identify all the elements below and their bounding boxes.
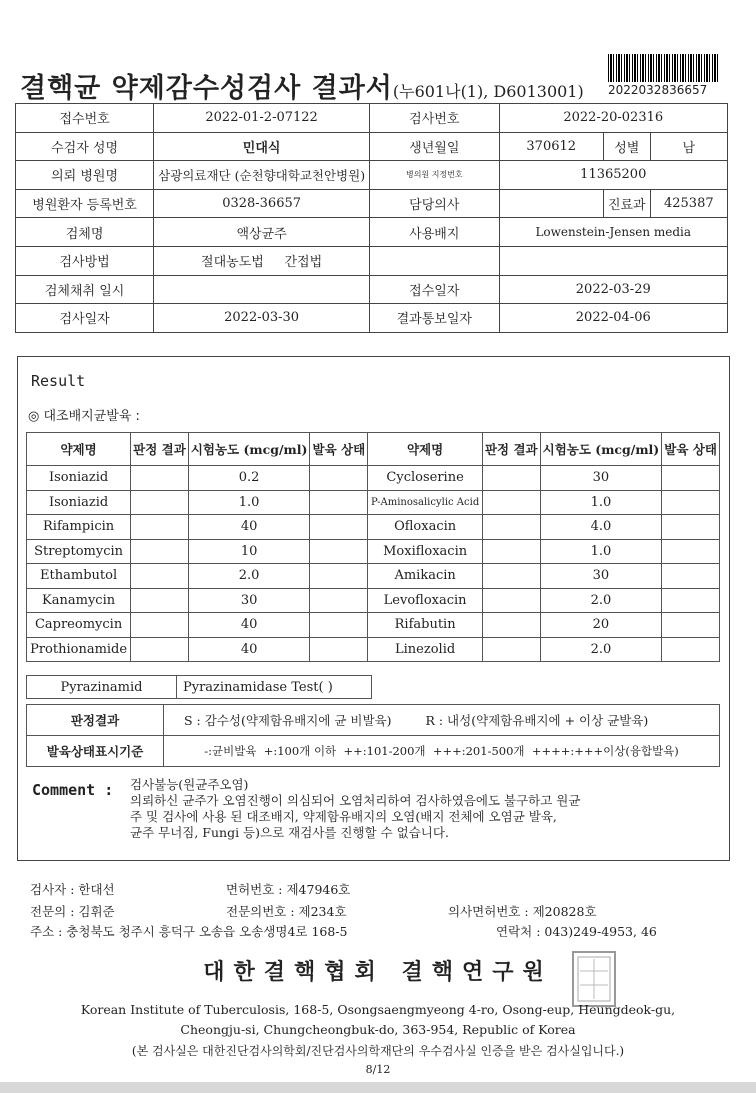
control-medium-growth: ◎ 대조배지균발육 : <box>28 409 140 424</box>
col-judge-right: 판정 결과 <box>482 433 540 466</box>
pza-test: Pyrazinamidase Test( ) <box>177 676 372 699</box>
method-label: 검사방법 <box>16 246 154 275</box>
judge-result <box>131 637 189 662</box>
institute-name: 대한결핵협회 결핵연구원 <box>203 959 553 985</box>
birth: 370612 <box>499 132 603 161</box>
result-title: Result <box>31 372 86 390</box>
test-concentration: 4.0 <box>540 515 662 540</box>
doctor-label: 담당의사 <box>370 189 499 218</box>
drug-name: Isoniazid <box>27 466 131 491</box>
subject-name: 민대식 <box>154 132 370 161</box>
test-concentration: 40 <box>188 515 310 540</box>
growth-status <box>662 466 720 491</box>
drug-name: Rifampicin <box>27 515 131 540</box>
comment-label: Comment : <box>32 781 114 799</box>
drug-row <box>27 637 720 662</box>
drug-row <box>27 515 720 540</box>
receive-date: 2022-03-29 <box>499 275 727 304</box>
contact: 연락처 : 043)249-4953, 46 <box>496 924 657 939</box>
judge-result <box>131 613 189 638</box>
judge-values <box>164 705 720 736</box>
drug-name: Linezolid <box>368 637 483 662</box>
doctor <box>499 189 603 218</box>
drug-susceptibility-table <box>26 432 720 662</box>
method-2: 간접법 <box>284 255 323 271</box>
growth-status <box>310 613 368 638</box>
growth-status <box>310 637 368 662</box>
judge-s: S : 감수성(약제함유배지에 균 비발육) <box>184 713 392 728</box>
patient-reg-label: 병원환자 등록번호 <box>16 189 154 218</box>
method-empty <box>370 246 499 275</box>
test-concentration: 2.0 <box>540 637 662 662</box>
legend-table <box>26 704 720 767</box>
drug-table-header <box>27 433 720 466</box>
judge-result <box>131 539 189 564</box>
drug-row <box>27 490 720 515</box>
comment-line: 검사불능(원균주오염) <box>130 777 249 792</box>
drug-name: Ethambutol <box>27 564 131 589</box>
growth-status <box>662 613 720 638</box>
comment-line: 주 및 검사에 사용 된 대조배지, 약제함유배지의 오염(배지 전체에 오염균 발육, <box>130 809 557 824</box>
barcode-image <box>608 54 718 82</box>
test-concentration: 40 <box>188 637 310 662</box>
method-1: 절대농도법 <box>201 255 264 271</box>
judge-result <box>482 588 540 613</box>
judge-result <box>131 466 189 491</box>
test-concentration: 30 <box>540 564 662 589</box>
growth-status <box>310 490 368 515</box>
drug-name: Kanamycin <box>27 588 131 613</box>
result-section <box>17 356 730 861</box>
patient-reg: 0328-36657 <box>154 189 370 218</box>
receipt-no-label: 접수번호 <box>16 104 154 133</box>
test-date-label: 검사일자 <box>16 304 154 333</box>
patient-info-table <box>15 103 728 333</box>
drug-name: Amikacin <box>368 564 483 589</box>
hospital-code-label: 병의원 지정번호 <box>370 161 499 190</box>
drug-name: Moxifloxacin <box>368 539 483 564</box>
specialist-line <box>30 902 597 920</box>
report-date: 2022-04-06 <box>499 304 727 333</box>
test-concentration: 40 <box>188 613 310 638</box>
license-no: 면허번호 : 제47946호 <box>226 882 351 897</box>
test-no-label: 검사번호 <box>370 104 499 133</box>
document-title <box>20 66 584 105</box>
doctor-license-no: 의사면허번호 : 제20828호 <box>448 904 597 919</box>
growth-status <box>310 515 368 540</box>
test-concentration: 1.0 <box>188 490 310 515</box>
seal-icon <box>574 953 614 1005</box>
dept-label: 진료과 <box>603 189 650 218</box>
drug-row <box>27 588 720 613</box>
drug-row <box>27 466 720 491</box>
title-text: 결핵균 약제감수성검사 결과서 <box>20 73 393 104</box>
drug-name: Isoniazid <box>27 490 131 515</box>
col-drug-right: 약제명 <box>368 433 483 466</box>
specialist-no: 전문의번호 : 제234호 <box>226 904 347 919</box>
judge-result <box>131 564 189 589</box>
bottom-bar <box>0 1082 756 1093</box>
col-judge: 판정 결과 <box>131 433 189 466</box>
collect-date-label: 검체채취 일시 <box>16 275 154 304</box>
examiner-line <box>30 880 351 898</box>
drug-name: Levofloxacin <box>368 588 483 613</box>
judge-result <box>131 515 189 540</box>
hospital: 삼광의료재단 (순천향대학교천안병원) <box>154 161 370 190</box>
report-date-label: 결과통보일자 <box>370 304 499 333</box>
page-number: 8/12 <box>365 1063 391 1076</box>
col-growth-right: 발육 상태 <box>662 433 720 466</box>
test-concentration: 20 <box>540 613 662 638</box>
medium: Lowenstein-Jensen media <box>499 218 727 247</box>
drug-row <box>27 564 720 589</box>
drug-name: Ofloxacin <box>368 515 483 540</box>
drug-name: Prothionamide <box>27 637 131 662</box>
growth-status <box>662 490 720 515</box>
medium-label: 사용배지 <box>370 218 499 247</box>
specimen-label: 검체명 <box>16 218 154 247</box>
address-en-2: Cheongju-si, Chungcheongbuk-do, 363-954, Republic of Korea <box>180 1022 576 1037</box>
drug-name: Streptomycin <box>27 539 131 564</box>
judge-r: R : 내성(약제함유배지에 + 이상 균발육) <box>425 713 649 728</box>
growth-status <box>662 588 720 613</box>
judge-result <box>482 637 540 662</box>
birth-label: 생년월일 <box>370 132 499 161</box>
growth-status <box>662 515 720 540</box>
drug-row <box>27 613 720 638</box>
col-drug: 약제명 <box>27 433 131 466</box>
growth-status <box>310 466 368 491</box>
judge-result <box>482 539 540 564</box>
growth-status <box>310 564 368 589</box>
col-conc: 시험농도 (mcg/ml) <box>188 433 310 466</box>
title-code: (누601나(1), D6013001) <box>392 82 584 101</box>
col-conc-right: 시험농도 (mcg/ml) <box>540 433 662 466</box>
test-date: 2022-03-30 <box>154 304 370 333</box>
test-concentration: 30 <box>188 588 310 613</box>
pza-label: Pyrazinamid <box>27 676 177 699</box>
test-concentration: 2.0 <box>188 564 310 589</box>
test-concentration: 0.2 <box>188 466 310 491</box>
address-en-1: Korean Institute of Tuberculosis, 168-5, Osongsaengmyeong 4-ro, Osong-eup, Heungdeok-gu, <box>80 1002 676 1017</box>
growth-status <box>310 539 368 564</box>
growth-criteria: -:균비발육 +:100개 이하 ++:101-200개 +++:201-500개 ++++:+++이상(융합발육) <box>164 736 720 767</box>
comment-line: 균주 무너짐, Fungi 등)으로 재검사를 진행할 수 없습니다. <box>130 825 449 840</box>
judge-result <box>482 466 540 491</box>
judge-result <box>482 613 540 638</box>
test-concentration: 1.0 <box>540 490 662 515</box>
receive-date-label: 접수일자 <box>370 275 499 304</box>
judge-result <box>482 564 540 589</box>
growth-status <box>310 588 368 613</box>
examiner: 검사자 : 한대선 <box>30 882 115 897</box>
judge-result <box>131 490 189 515</box>
hospital-label: 의뢰 병원명 <box>16 161 154 190</box>
drug-name: Cycloserine <box>368 466 483 491</box>
hospital-code: 11365200 <box>499 161 727 190</box>
judge-result <box>482 490 540 515</box>
address-line <box>30 922 657 940</box>
address: 주소 : 충청북도 청주시 흥덕구 오송읍 오송생명4로 168-5 <box>30 924 348 939</box>
sex-label: 성별 <box>603 132 650 161</box>
comment-text <box>130 777 720 841</box>
drug-name: Capreomycin <box>27 613 131 638</box>
growth-status <box>662 637 720 662</box>
drug-name: Rifabutin <box>368 613 483 638</box>
test-concentration: 10 <box>188 539 310 564</box>
growth-status <box>662 539 720 564</box>
judge-label: 판정결과 <box>27 705 164 736</box>
judge-result <box>131 588 189 613</box>
drug-row <box>27 539 720 564</box>
test-no: 2022-20-02316 <box>499 104 727 133</box>
specialist: 전문의 : 김휘준 <box>30 904 115 919</box>
growth-status <box>662 564 720 589</box>
method-values <box>154 246 370 275</box>
pyrazinamide-table <box>26 675 372 699</box>
drug-name: P-Aminosalicylic Acid <box>368 490 483 515</box>
method-empty-2 <box>499 246 727 275</box>
judge-result <box>482 515 540 540</box>
sex: 남 <box>650 132 727 161</box>
growth-label: 발육상태표시기준 <box>27 736 164 767</box>
specimen: 액상균주 <box>154 218 370 247</box>
subject-name-label: 수검자 성명 <box>16 132 154 161</box>
test-concentration: 30 <box>540 466 662 491</box>
test-concentration: 1.0 <box>540 539 662 564</box>
receipt-no: 2022-01-2-07122 <box>154 104 370 133</box>
collect-date <box>154 275 370 304</box>
barcode-number: 2022032836657 <box>608 83 708 97</box>
official-seal <box>572 951 616 1007</box>
col-growth: 발육 상태 <box>310 433 368 466</box>
dept: 425387 <box>650 189 727 218</box>
certification-note: (본 검사실은 대한진단검사의학회/진단검사의학재단의 우수검사실 인증을 받은 검사실입니다.) <box>131 1044 625 1058</box>
comment-line: 의뢰하신 균주가 오염진행이 의심되어 오염처리하여 검사하였음에도 불구하고 원균 <box>130 793 581 808</box>
test-concentration: 2.0 <box>540 588 662 613</box>
